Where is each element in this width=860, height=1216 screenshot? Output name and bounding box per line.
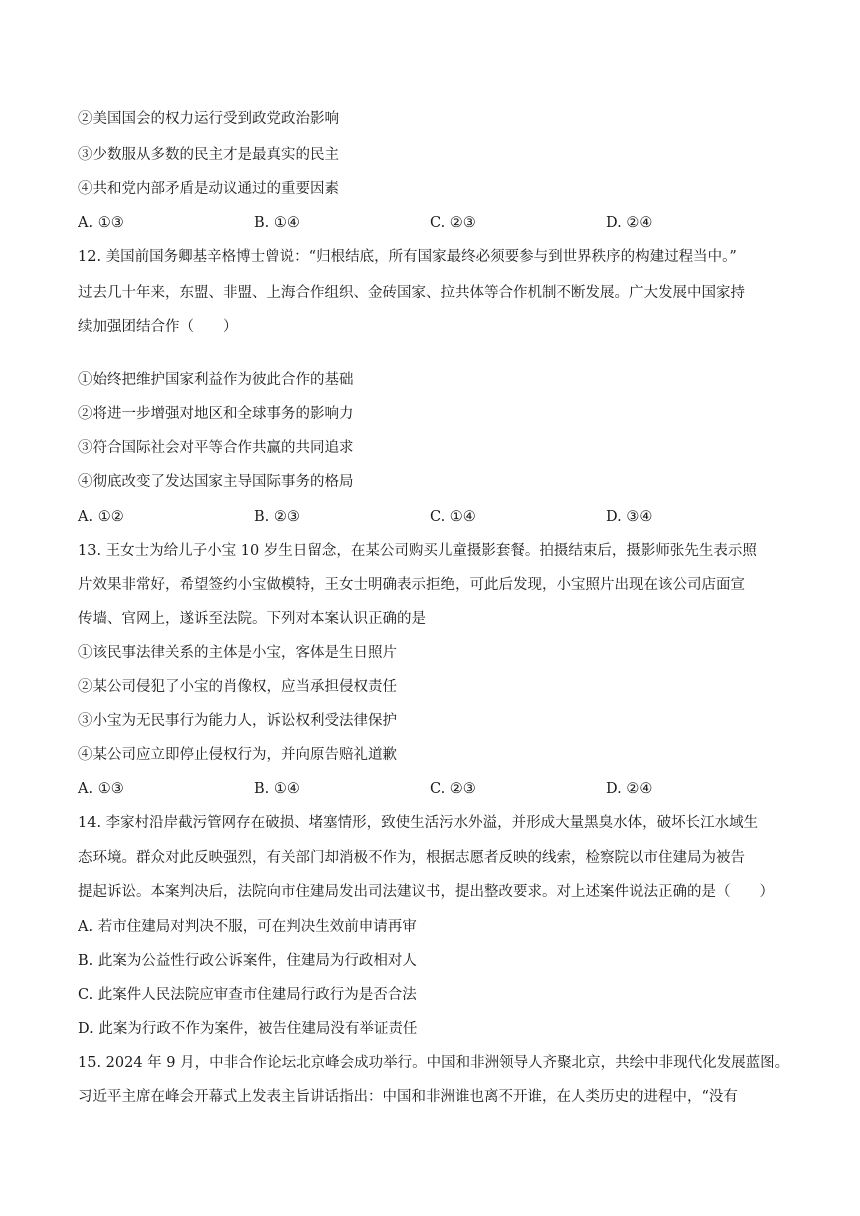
q11-item-2: ②美国国会的权力运行受到政党政治影响 [78, 111, 339, 127]
q11-item-3: ③少数服从多数的民主才是最真实的民主 [78, 147, 339, 163]
q12-item-1: ①始终把维护国家利益作为彼此合作的基础 [78, 372, 354, 388]
q14-option-a: A. 若市住建局对判决不服，可在判决生效前申请再审 [78, 919, 417, 935]
q12-stem-line-3: 续加强团结合作（ ） [78, 319, 238, 335]
q13-stem-line-2: 片效果非常好，希望签约小宝做模特，王女士明确表示拒绝，可此后发现，小宝照片出现在该公司店面宣 [78, 577, 745, 593]
q13-item-2: ②某公司侵犯了小宝的肖像权，应当承担侵权责任 [78, 679, 397, 695]
q12-item-4: ④彻底改变了发达国家主导国际事务的格局 [78, 474, 354, 490]
q13-item-1: ①该民事法律关系的主体是小宝，客体是生日照片 [78, 645, 397, 661]
q12-stem-line-1: 12. 美国前国务卿基辛格博士曾说：“归根结底，所有国家最终必须要参与到世界秩序的构建过程当中。” [78, 249, 737, 265]
q13-item-3: ③小宝为无民事行为能力人，诉讼权利受法律保护 [78, 713, 397, 729]
q13-option-a: A. ①③ [78, 781, 124, 797]
q11-option-d: D. ②④ [606, 215, 653, 231]
q14-option-b: B. 此案为公益性行政公诉案件，住建局为行政相对人 [78, 953, 417, 969]
q11-item-4: ④共和党内部矛盾是动议通过的重要因素 [78, 181, 339, 197]
q12-item-2: ②将进一步增强对地区和全球事务的影响力 [78, 406, 354, 422]
q14-stem-line-3: 提起诉讼。本案判决后，法院向市住建局发出司法建议书，提出整改要求。对上述案件说法正确的是（ ） [78, 884, 774, 900]
q12-option-d: D. ③④ [606, 509, 653, 525]
q12-stem-line-2: 过去几十年来，东盟、非盟、上海合作组织、金砖国家、拉共体等合作机制不断发展。广大发展中国家持 [78, 285, 745, 301]
q11-option-a: A. ①③ [78, 215, 124, 231]
q13-item-4: ④某公司应立即停止侵权行为，并向原告赔礼道歉 [78, 747, 397, 763]
q12-option-b: B. ②③ [254, 509, 300, 525]
q14-stem-line-1: 14. 李家村沿岸截污管网存在破损、堵塞情形，致使生活污水外溢，并形成大量黑臭水体，破坏长江水域生 [78, 815, 759, 831]
q14-stem-line-2: 态环境。群众对此反映强烈，有关部门却消极不作为，根据志愿者反映的线索，检察院以市住建局为被告 [78, 850, 745, 866]
q15-stem-line-2: 习近平主席在峰会开幕式上发表主旨讲话指出：中国和非洲谁也离不开谁，在人类历史的进程中，“没有 [78, 1089, 738, 1105]
q11-option-c: C. ②③ [430, 215, 476, 231]
q15-stem-line-1: 15. 2024 年 9 月，中非合作论坛北京峰会成功举行。中国和非洲领导人齐聚北京，共绘中非现代化发展蓝图。 [78, 1055, 790, 1071]
q12-option-a: A. ①② [78, 509, 124, 525]
q13-stem-line-3: 传墙、官网上，遂诉至法院。下列对本案认识正确的是 [78, 611, 426, 627]
q13-option-c: C. ②③ [430, 781, 476, 797]
q12-option-c: C. ①④ [430, 509, 476, 525]
q13-option-d: D. ②④ [606, 781, 653, 797]
q14-option-c: C. 此案件人民法院应审查市住建局行政行为是否合法 [78, 987, 417, 1003]
q14-option-d: D. 此案为行政不作为案件，被告住建局没有举证责任 [78, 1021, 418, 1037]
q13-stem-line-1: 13. 王女士为给儿子小宝 10 岁生日留念，在某公司购买儿童摄影套餐。拍摄结束后，摄影师张先生表示照 [78, 543, 757, 559]
q11-option-b: B. ①④ [254, 215, 300, 231]
q12-item-3: ③符合国际社会对平等合作共赢的共同追求 [78, 440, 354, 456]
q13-option-b: B. ①④ [254, 781, 300, 797]
